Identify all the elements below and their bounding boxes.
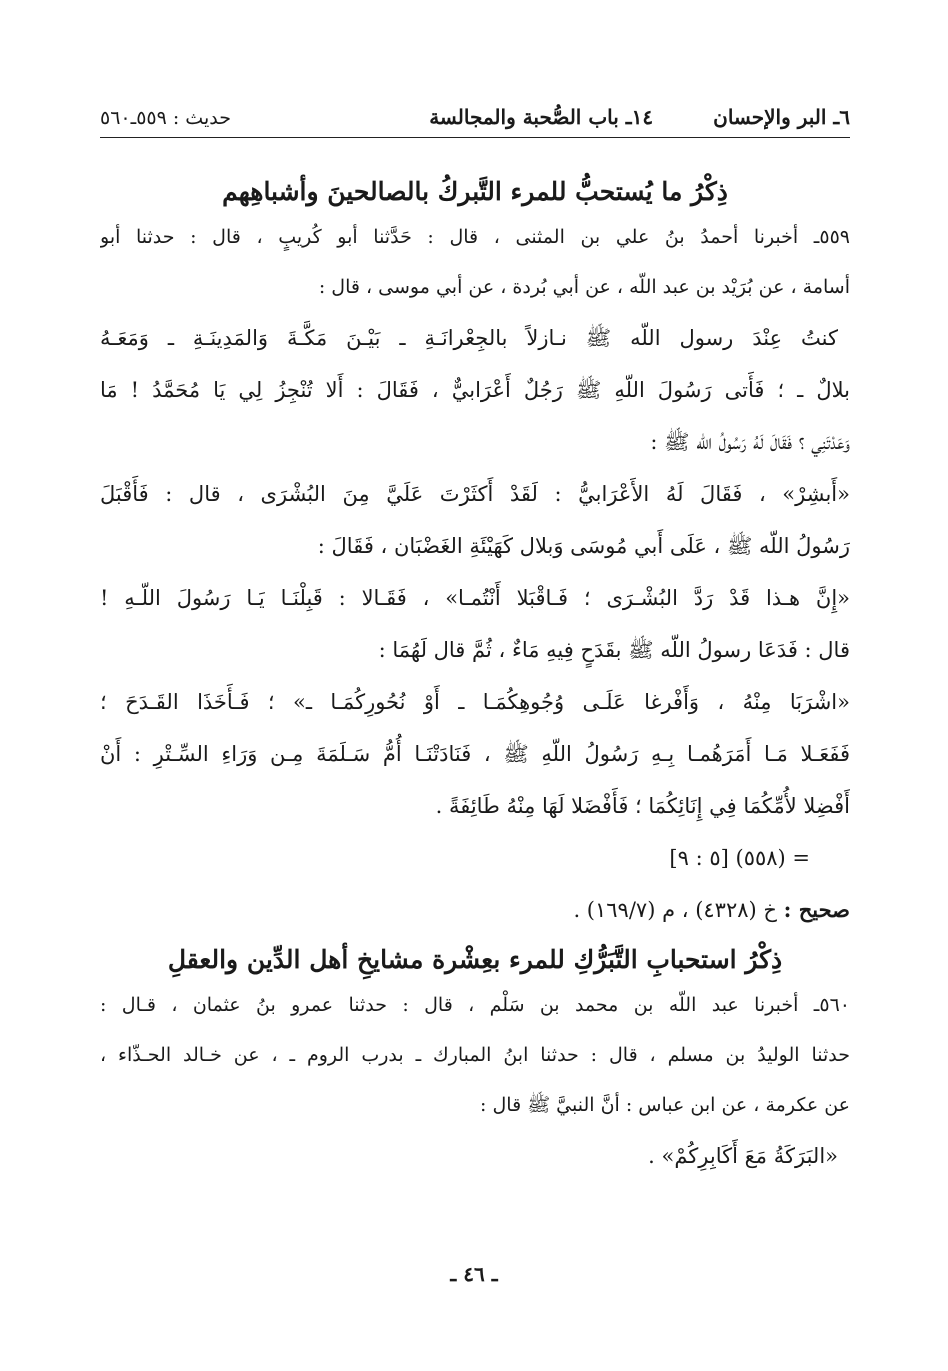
text-line: قال : فَدَعَا رسولُ اللّه ﷺ بقَدَحٍ فِيهِ مَاءٌ ، ثُمَّ قال لَهُمَا :: [378, 638, 850, 662]
document-page: [100, 105, 850, 1182]
page-number: ـ ٤٦ ـ: [450, 1262, 498, 1286]
text-line: «اشْرَبَا مِنْهُ ، وَأَفْرغا عَلَـى وُجُوهِكُمَـا ـ أَوْ نُحُورِكُمَـا ـ» ؛ فَـأَخَذَا القَـدَحَ ؛: [100, 690, 850, 714]
text-line: ٥٦٠ـ أخبرنا عبد اللّه بن محمد بن سَلْم ، قال : حدثنا عمرو بنُ عثمان ، قـال :: [100, 994, 850, 1016]
text-line: أَفْضِلا لأُمِّكُمَا فِي إِنَائِكُمَا ؛ فَأَفْضَلا لَهَا مِنْهُ طَائِفَةً .: [435, 794, 850, 818]
hadith-559: [100, 212, 850, 936]
cross-reference: [100, 832, 850, 884]
text-line: حدثنا الوليدُ بن مسلم ، قال : حدثنا ابنُ المبارك ـ بدرب الروم ـ ، عن خـالد الحـذّاء ،: [100, 1044, 850, 1066]
section-title-1: ذِكْرُ ما يُستحبُّ للمرء التَّبركُ بالصالحينَ وأشباهِهم: [222, 177, 728, 206]
text-line: بلالٌ ـ ؛ فَأَتى رَسُولَ اللّهِ ﷺ رَجُلٌ أَعْرَابيٌّ ، فَقَالَ : أَلا تُنْجِزُ لِي يَا مُحَمَّدُ ! مَا: [100, 378, 850, 402]
text-line: فَفَعَـلا مَـا أَمَرَهُمـا بِـهِ رَسُولُ اللّهِ ﷺ ، فَنَادَتْنَـا أُمُّ سَـلَمَةَ مِـن وَرَاءِ السِّـتْرِ : أَنْ: [100, 742, 850, 766]
hadith-560: [100, 980, 850, 1182]
reference-text: = (٥٥٨) [٥ : ٩]: [669, 846, 810, 870]
text-line: رَسُولُ اللّه ﷺ ، عَلَى أَبي مُوسَى وَبلال كَهَيْئَةِ الغَضْبَان ، فَقَالَ :: [317, 534, 850, 558]
section-title-2: ذِكْرُ استحبابِ التَّبَرُّكِ للمرء بعِشْرة مشايخِ أهل الدِّين والعقلِ: [167, 945, 783, 974]
header-hadith-range: حديث : ٥٥٩ـ٥٦٠: [100, 107, 231, 129]
text-line: «أَبشِرْ» ، فَقَالَ لَهُ الأَعْرَابيُّ : لَقَدْ أَكثَرْتَ عَلَيَّ مِنَ البُشْرَى ، قال : فَأَقْبَلَ: [100, 482, 850, 506]
running-header: [100, 105, 850, 138]
grading-label: صحيح :: [783, 897, 850, 922]
text-line: عن عكرمة ، عن ابن عباس : أنَّ النبيَّ ﷺ قال :: [480, 1094, 850, 1116]
text-line: أسامة ، عن بُرَيْد بن عبد اللّه ، عن أبي بُردة ، عن أبي موسى ، قال :: [318, 276, 850, 298]
hadith-grading: [100, 884, 850, 936]
header-book-title: ٦ـ البر والإحسان: [713, 105, 850, 129]
text-line: كنتُ عِنْدَ رسول اللّه ﷺ نـازلاً بالجِعْرانَـةِ ـ بَيْـنَ مَكَّـةَ وَالمَدِينَـةِ ـ وَمَعَـهُ: [100, 326, 838, 350]
text-line: «البَرَكَةُ مَعَ أَكَابِرِكُمْ» .: [648, 1144, 838, 1168]
grading-sources: خ (٤٣٢٨) ، م (١٦٩/٧) .: [573, 898, 777, 922]
text-line: وَعَدْتَنِي ؟ فَقَالَ لَهُ رَسُولُ اللّه ﷺ :: [650, 430, 850, 454]
header-chapter-title: ١٤ـ باب الصُّحبة والمجالسة: [429, 105, 654, 129]
text-line: «إِنَّ هـذا قَدْ رَدَّ البُشْـرَى ؛ فَـاقْبَلا أَنْتُمـا» ، فَقَـالا : قَبِلْنَـا يَـا رَسُولَ اللّـهِ !: [100, 586, 850, 610]
text-line: ٥٥٩ـ أخبرنا أحمدُ بنُ علي بن المثنى ، قال : حَدَّثنا أبو كُريبٍ ، قال : حدثنا أبو: [100, 226, 850, 248]
